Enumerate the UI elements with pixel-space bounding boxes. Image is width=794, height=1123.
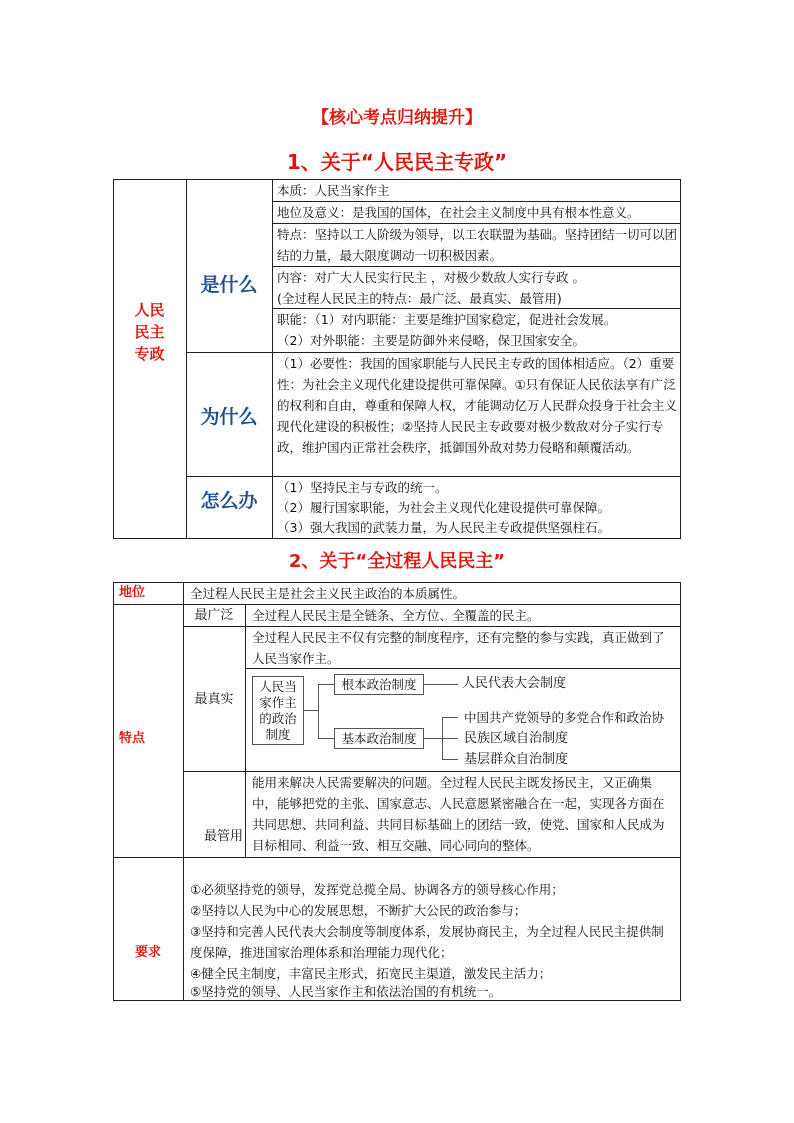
feature-text: 特点：坚持以工人阶级为领导，以工农联盟为基础。坚持团结一切可以团结的力量，最大限度调动一切积极因素。 xyxy=(277,227,678,263)
requirements-label: 要求 xyxy=(134,945,161,960)
why-label: 为什么 xyxy=(200,406,258,428)
requirement-item: ④健全民主制度，丰富民主形式，拓宽民主渠道，激发民主活力； xyxy=(190,966,552,981)
how-item: （2）履行国家职能，为社会主义现代化建设提供可靠保障。 xyxy=(277,500,610,515)
useful-label: 最管用 xyxy=(203,829,243,844)
requirement-item: ③坚持和完善人民代表大会制度等制度体系，发展协商民主，为全过程人民民主提供制度保障，推进国家治理体系和治理能力现代化； xyxy=(190,924,664,960)
how-item: （1）坚持民主与专政的统一。 xyxy=(277,480,448,495)
section1-heading: 1、关于“人民民主专政” xyxy=(286,150,508,174)
fundamental-box: 根本政治制度 xyxy=(334,674,424,695)
content-text: 内容：对广大人民实行民主 ，对极少数敌人实行专政 。 xyxy=(277,270,585,285)
content-note: (全过程人民民主的特点：最广泛、最真实、最管用) xyxy=(277,291,562,306)
features-label: 特点 xyxy=(119,731,146,746)
dictatorship-label: 人民民主专政 xyxy=(134,301,165,363)
how-item: （3）强大我国的武装力量，为人民民主专政提供坚强柱石。 xyxy=(277,520,610,535)
why-text: （1）必要性：我国的国家职能与人民民主专政的国体相适应。（2）重要性：为社会主义现代化建设提供可靠保障。①只有保证人民依法享有广泛的权利和自由，尊重和保障人权，才能调动亿万人民群众投身于社会主义现代化建设的积极性；②坚持人民民主专政要对极少数敌对分子实行专政，维护国内正常社会秩序，抵御国外敌对势力侵略和颠覆活动。 xyxy=(277,356,678,455)
requirement-item: ①必须坚持党的领导，发挥党总揽全局、协调各方的领导核心作用； xyxy=(190,882,564,897)
how-label: 怎么办 xyxy=(200,490,258,512)
basic-child: 基层群众自治制度 xyxy=(464,752,569,767)
requirement-item: ②坚持以人民为中心的发展思想，不断扩大公民的政治参与； xyxy=(190,903,527,918)
broadest-label: 最广泛 xyxy=(194,608,234,623)
fundamental-child: 人民代表大会制度 xyxy=(462,676,567,691)
page-title: 【核心考点归纳提升】 xyxy=(312,108,482,128)
broadest-text: 全过程人民民主是全链条、全方位、全覆盖的民主。 xyxy=(252,608,540,623)
function-external: （2）对外职能：主要是防御外来侵略，保卫国家安全。 xyxy=(277,333,585,348)
requirement-item: ⑤坚持党的领导、人民当家作主和依法治国的有机统一。 xyxy=(190,984,502,999)
basic-child: 中国共产党领导的多党合作和政治协 xyxy=(464,710,665,725)
truest-text: 全过程人民民主不仅有完整的制度程序，还有完整的参与实践，真正做到了人民当家作主。 xyxy=(252,630,665,666)
status-text: 全过程人民民主是社会主义民主政治的本质属性。 xyxy=(190,586,466,601)
essence-text: 本质：人民当家作主 xyxy=(277,183,390,198)
status-label: 地位 xyxy=(119,585,146,600)
section2-heading: 2、关于“全过程人民民主” xyxy=(288,551,506,572)
what-label: 是什么 xyxy=(200,274,258,296)
basic-box: 基本政治制度 xyxy=(334,728,424,749)
root-box: 人民当家作主的政治制度 xyxy=(252,676,304,745)
basic-child: 民族区域自治制度 xyxy=(464,731,569,746)
status-text: 地位及意义：是我国的国体，在社会主义制度中具有根本性意义。 xyxy=(277,205,640,220)
truest-label: 最真实 xyxy=(194,692,234,707)
function-internal: 职能：（1）对内职能：主要是维护国家稳定，促进社会发展。 xyxy=(277,312,617,327)
useful-text: 能用来解决人民需要解决的问题。全过程人民民主既发扬民主，又正确集中，能够把党的主张、国家意志、人民意愿紧密融合在一起，实现各方面在共同思想、共同利益、共同目标基础上的团结一致，使党、国家和人民成为目标相同、利益一致、相互交融、同心同向的整体。 xyxy=(252,775,665,853)
